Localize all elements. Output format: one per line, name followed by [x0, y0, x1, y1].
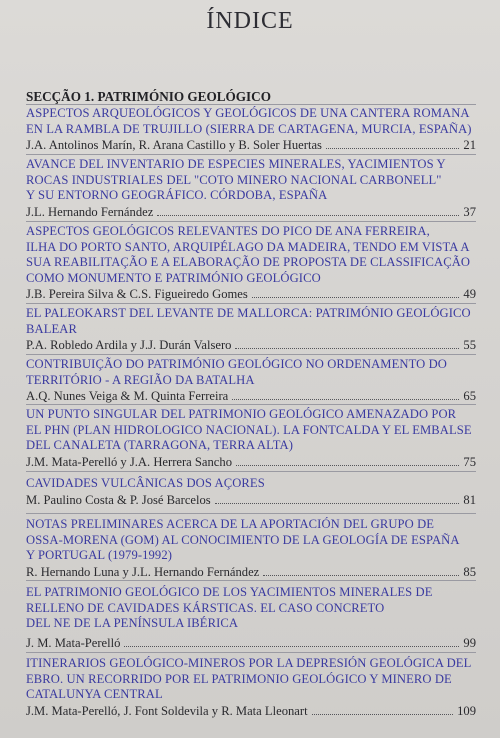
entry-title	[26, 517, 476, 564]
toc-entry[interactable]	[26, 106, 476, 153]
divider	[26, 471, 476, 472]
dot-leader	[326, 147, 459, 149]
entry-title-line: UN PUNTO SINGULAR DEL PATRIMONIO GEOLÓGICO AMENAZADO POR	[26, 407, 457, 421]
entry-authors: J.B. Pereira Silva & C.S. Figueiredo Gomes	[26, 287, 248, 301]
dot-leader	[263, 574, 459, 576]
entry-title-line: DEL CANALETA (TARRAGONA, TERRA ALTA)	[26, 438, 294, 452]
toc-entry[interactable]	[26, 157, 476, 220]
entry-authors: J. M. Mata-Perelló	[26, 635, 121, 650]
entry-page-number: 49	[463, 287, 476, 301]
dot-leader	[232, 398, 459, 400]
divider	[26, 580, 476, 581]
entry-author-line	[26, 337, 476, 353]
entry-title-line: ASPECTOS ARQUEOLÓGICOS Y GEOLÓGICOS DE UNA CANTERA ROMANA	[26, 106, 470, 120]
entry-title-line: SUA REABILITAÇÃO E A ELABORAÇÃO DE PROPOSTA DE CLASSIFICAÇÃO	[26, 255, 471, 269]
entry-title-line: EL PHN (PLAN HIDROLOGICO NACIONAL). LA FONTCALDA Y EL EMBALSE	[26, 422, 472, 437]
entry-page-number: 81	[463, 492, 476, 507]
divider	[26, 104, 476, 105]
entry-title	[26, 357, 476, 388]
toc-entry[interactable]	[26, 224, 476, 302]
entry-page-number: 55	[463, 338, 476, 352]
dot-leader	[312, 713, 454, 715]
entry-title	[26, 476, 476, 492]
toc-entry[interactable]	[26, 407, 476, 470]
dot-leader	[252, 296, 460, 298]
entry-page-number: 75	[463, 454, 476, 469]
entry-title	[26, 585, 476, 632]
entry-authors: J.M. Mata-Perelló y J.A. Herrera Sancho	[26, 454, 232, 469]
toc-entry[interactable]	[26, 357, 476, 404]
section-title: SECÇÃO 1. PATRIMÓNIO GEOLÓGICO	[26, 89, 271, 104]
dot-leader	[236, 464, 459, 466]
entry-title-line: ASPECTOS GEOLÓGICOS RELEVANTES DO PICO DE ANA FERREIRA,	[26, 224, 430, 238]
entry-title-line: ROCAS INDUSTRIALES DEL "COTO MINERO NACIONAL CARBONELL"	[26, 172, 442, 187]
divider	[26, 303, 476, 304]
entry-title-line: EN LA RAMBLA DE TRUJILLO (SIERRA DE CARTAGENA, MURCIA, ESPAÑA)	[26, 121, 472, 136]
entry-title	[26, 306, 476, 337]
entry-authors: P.A. Robledo Ardila y J.J. Durán Valsero	[26, 338, 232, 352]
entry-title-line: DEL NE DE LA PENÍNSULA IBÉRICA	[26, 616, 239, 630]
entry-title-line: Y PORTUGAL (1979-1992)	[26, 548, 173, 562]
entry-title-line: ITINERARIOS GEOLÓGICO-MINEROS POR LA DEPRESIÓN GEOLÓGICA DEL	[26, 656, 472, 670]
entry-title-line: BALEAR	[26, 321, 77, 336]
entry-authors: A.Q. Nunes Veiga & M. Quinta Ferreira	[26, 389, 229, 403]
entry-title-line: Y SU ENTORNO GEOGRÁFICO. CÓRDOBA, ESPAÑA	[26, 188, 328, 202]
entry-title-line: COMO MONUMENTO E PATRIMÓNIO GEOLÓGICO	[26, 270, 321, 285]
dot-leader	[235, 347, 459, 349]
entry-title-line: TERRITÓRIO - A REGIÃO DA BATALHA	[26, 372, 255, 387]
divider	[26, 154, 476, 155]
entry-authors: J.M. Mata-Perelló, J. Font Soldevila y R. Mata Lleonart	[26, 703, 308, 718]
entry-author-line	[26, 454, 476, 470]
entry-title	[26, 157, 476, 204]
entry-title	[26, 224, 476, 286]
divider	[26, 404, 476, 405]
entry-page-number: 65	[463, 389, 476, 403]
entry-title-line: CONTRIBUIÇÃO DO PATRIMÓNIO GEOLÓGICO NO ORDENAMENTO DO	[26, 357, 447, 371]
entry-page-number: 99	[463, 635, 476, 650]
dot-leader	[124, 645, 459, 647]
entry-title-line: EL PATRIMONIO GEOLÓGICO DE LOS YACIMIENTOS MINERALES DE	[26, 585, 433, 599]
entry-author-line	[26, 635, 476, 651]
entry-title-line: OSSA-MORENA (GOM) AL CONOCIMIENTO DE LA GEOLOGÍA DE ESPAÑA	[26, 532, 460, 547]
entry-authors: J.A. Antolinos Marín, R. Arana Castillo y B. Soler Huertas	[26, 138, 322, 152]
entry-title	[26, 407, 476, 454]
entry-title-line: CAVIDADES VULCÂNICAS DOS AÇORES	[26, 476, 265, 490]
toc-entry[interactable]	[26, 306, 476, 353]
entry-title	[26, 106, 476, 137]
entry-title	[26, 656, 476, 703]
entry-title-line: CATALUNYA CENTRAL	[26, 687, 163, 701]
entry-author-line	[26, 137, 476, 153]
toc-entry[interactable]	[26, 517, 476, 580]
dot-leader	[157, 214, 459, 216]
entry-author-line	[26, 492, 476, 508]
entry-author-line	[26, 703, 476, 719]
divider	[26, 652, 476, 653]
entry-title-line: EL PALEOKARST DEL LEVANTE DE MALLORCA: PATRIMÓNIO GEOLÓGICO	[26, 306, 471, 320]
entry-author-line	[26, 286, 476, 302]
toc-entry[interactable]	[26, 476, 476, 508]
entry-title-line: RELLENO DE CAVIDADES KÁRSTICAS. EL CASO CONCRETO	[26, 600, 385, 615]
entry-author-line	[26, 564, 476, 580]
entry-author-line	[26, 388, 476, 404]
entry-authors: R. Hernando Luna y J.L. Hernando Fernández	[26, 564, 260, 579]
entry-authors: M. Paulino Costa & P. José Barcelos	[26, 492, 211, 507]
divider	[26, 354, 476, 355]
dot-leader	[215, 502, 460, 504]
page-title: ÍNDICE	[206, 8, 294, 34]
toc-entry[interactable]	[26, 656, 476, 719]
entry-title-line: EBRO. UN RECORRIDO POR EL PATRIMONIO GEOLÓGICO Y MINERO DE	[26, 671, 452, 686]
entry-title-line: AVANCE DEL INVENTARIO DE ESPECIES MINERALES, YACIMIENTOS Y	[26, 157, 446, 171]
entry-title-line: NOTAS PRELIMINARES ACERCA DE LA APORTACIÓN DEL GRUPO DE	[26, 517, 435, 531]
entry-title-line: ILHA DO PORTO SANTO, ARQUIPÉLAGO DA MADEIRA, TENDO EM VISTA A	[26, 239, 470, 254]
toc-entry[interactable]	[26, 585, 476, 651]
divider	[26, 221, 476, 222]
entry-page-number: 37	[463, 204, 476, 219]
entry-authors: J.L. Hernando Fernández	[26, 204, 154, 219]
entry-page-number: 109	[457, 703, 476, 718]
entry-page-number: 85	[463, 564, 476, 579]
entry-page-number: 21	[463, 138, 476, 152]
divider	[26, 513, 476, 514]
entry-author-line	[26, 204, 476, 220]
